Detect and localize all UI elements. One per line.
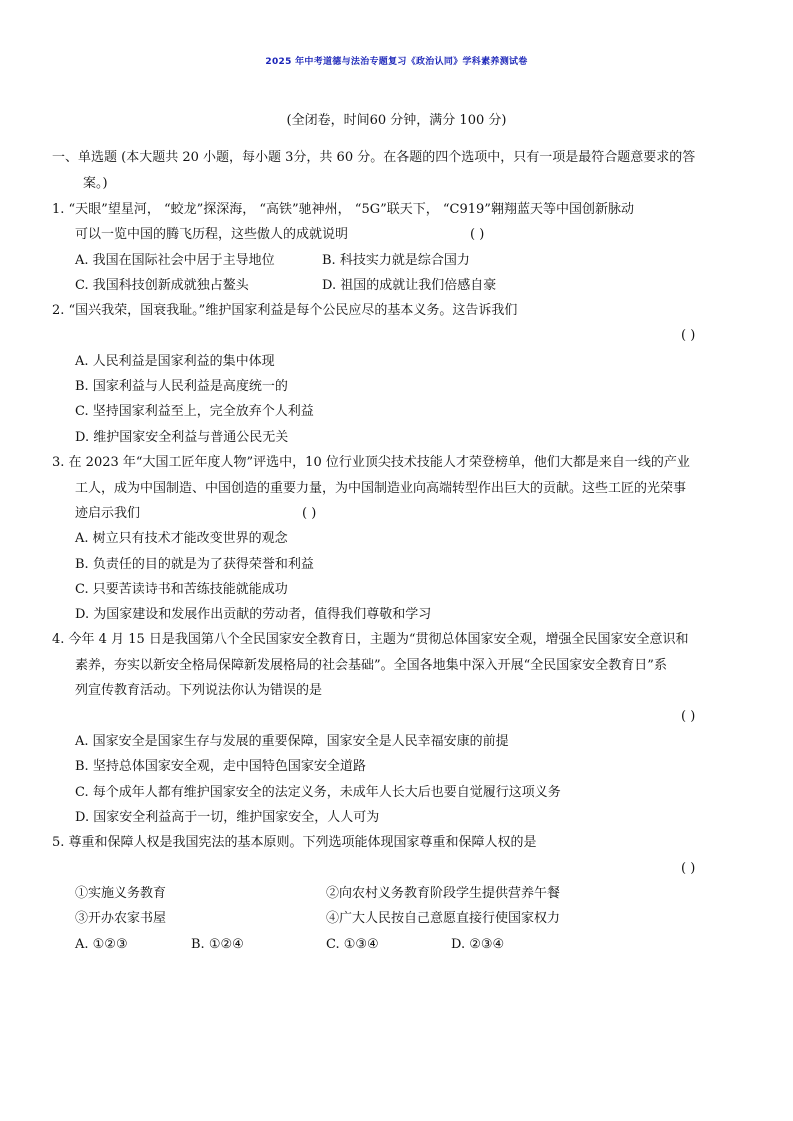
option-d: D. ②③④ <box>451 937 505 952</box>
answer-blank: ( ) <box>302 506 317 521</box>
option-d: D. 国家安全利益高于一切，维护国家安全，人人可为 <box>75 810 380 825</box>
answer-blank: ( ) <box>681 709 696 724</box>
option-a: A. 我国在国际社会中居于主导地位 <box>75 253 275 268</box>
option-c: C. 坚持国家利益至上，完全放弃个人利益 <box>75 404 314 419</box>
exam-title: 2025 年中考道德与法治专题复习《政治认同》学科素养测试卷 <box>265 57 528 67</box>
option-b: B. 科技实力就是综合国力 <box>322 253 470 268</box>
option-c: C. 每个成年人都有维护国家安全的法定义务，未成年人长大后也要自觉履行这项义务 <box>75 785 561 800</box>
answer-blank: ( ) <box>470 227 485 242</box>
option-a: A. ①②③ <box>75 937 128 952</box>
option-d: D. 为国家建设和发展作出贡献的劳动者，值得我们尊敬和学习 <box>75 607 432 622</box>
option-b: B. 国家利益与人民利益是高度统一的 <box>75 379 288 394</box>
option-b: B. 负责任的目的就是为了获得荣誉和利益 <box>75 557 314 572</box>
option-a: A. 树立只有技术才能改变世界的观念 <box>75 531 288 546</box>
option-b: B. 坚持总体国家安全观，走中国特色国家安全道路 <box>75 759 366 774</box>
question-3-text: 工人，成为中国制造、中国创造的重要力量，为中国制造业向高端转型作出巨大的贡献。这些工匠的光荣事 <box>75 481 687 496</box>
exam-subtitle: (全闭卷，时间60 分钟，满分 100 分) <box>286 113 507 128</box>
statement-2: ②向农村义务教育阶段学生提供营养午餐 <box>326 886 561 901</box>
question-1-text: 1. “天眼”望星河， “蛟龙”探深海， “高铁”驰神州， “5G”联天下， “C919”翱翔蓝天等中国创新脉动 <box>52 202 634 217</box>
question-2-text: 2. “国兴我荣，国衰我耻。”维护国家利益是每个公民应尽的基本义务。这告诉我们 <box>52 303 518 318</box>
question-4-text: 4. 今年 4 月 15 日是我国第八个全民国家安全教育日，主题为“贯彻总体国家安全观，增强全民国家安全意识和 <box>52 632 689 647</box>
question-4-text: 列宣传教育活动。下列说法你认为错误的是 <box>75 683 323 698</box>
section-heading: 一、单选题 (本大题共 20 小题，每小题 3分，共 60 分。在各题的四个选项中，只有一项是最符合题意要求的答 <box>52 150 696 165</box>
option-c: C. 我国科技创新成就独占鳌头 <box>75 278 249 293</box>
option-a: A. 人民利益是国家利益的集中体现 <box>75 354 275 369</box>
section-heading-cont: 案。) <box>83 176 108 191</box>
statement-3: ③开办农家书屋 <box>75 911 167 926</box>
option-c: C. 只要苦读诗书和苦练技能就能成功 <box>75 582 288 597</box>
statement-4: ④广大人民按自己意愿直接行使国家权力 <box>326 911 561 926</box>
question-3-text: 3. 在 2023 年“大国工匠年度人物”评选中，10 位行业顶尖技术技能人才荣登榜单，他们大都是来自一线的产业 <box>52 455 690 470</box>
question-3-text: 迹启示我们 <box>75 506 141 521</box>
option-d: D. 维护国家安全利益与普通公民无关 <box>75 430 289 445</box>
answer-blank: ( ) <box>681 328 696 343</box>
question-4-text: 素养，夯实以新安全格局保障新发展格局的社会基础”。全国各地集中深入开展“全民国家安全教育日”系 <box>75 658 667 673</box>
option-c: C. ①③④ <box>326 937 379 952</box>
question-5-text: 5. 尊重和保障人权是我国宪法的基本原则。下列选项能体现国家尊重和保障人权的是 <box>52 835 537 850</box>
option-d: D. 祖国的成就让我们倍感自豪 <box>322 278 497 293</box>
statement-1: ①实施义务教育 <box>75 886 167 901</box>
question-1-text: 可以一览中国的腾飞历程，这些傲人的成就说明 <box>75 227 349 242</box>
answer-blank: ( ) <box>681 861 696 876</box>
option-b: B. ①②④ <box>191 937 244 952</box>
option-a: A. 国家安全是国家生存与发展的重要保障，国家安全是人民幸福安康的前提 <box>75 734 509 749</box>
